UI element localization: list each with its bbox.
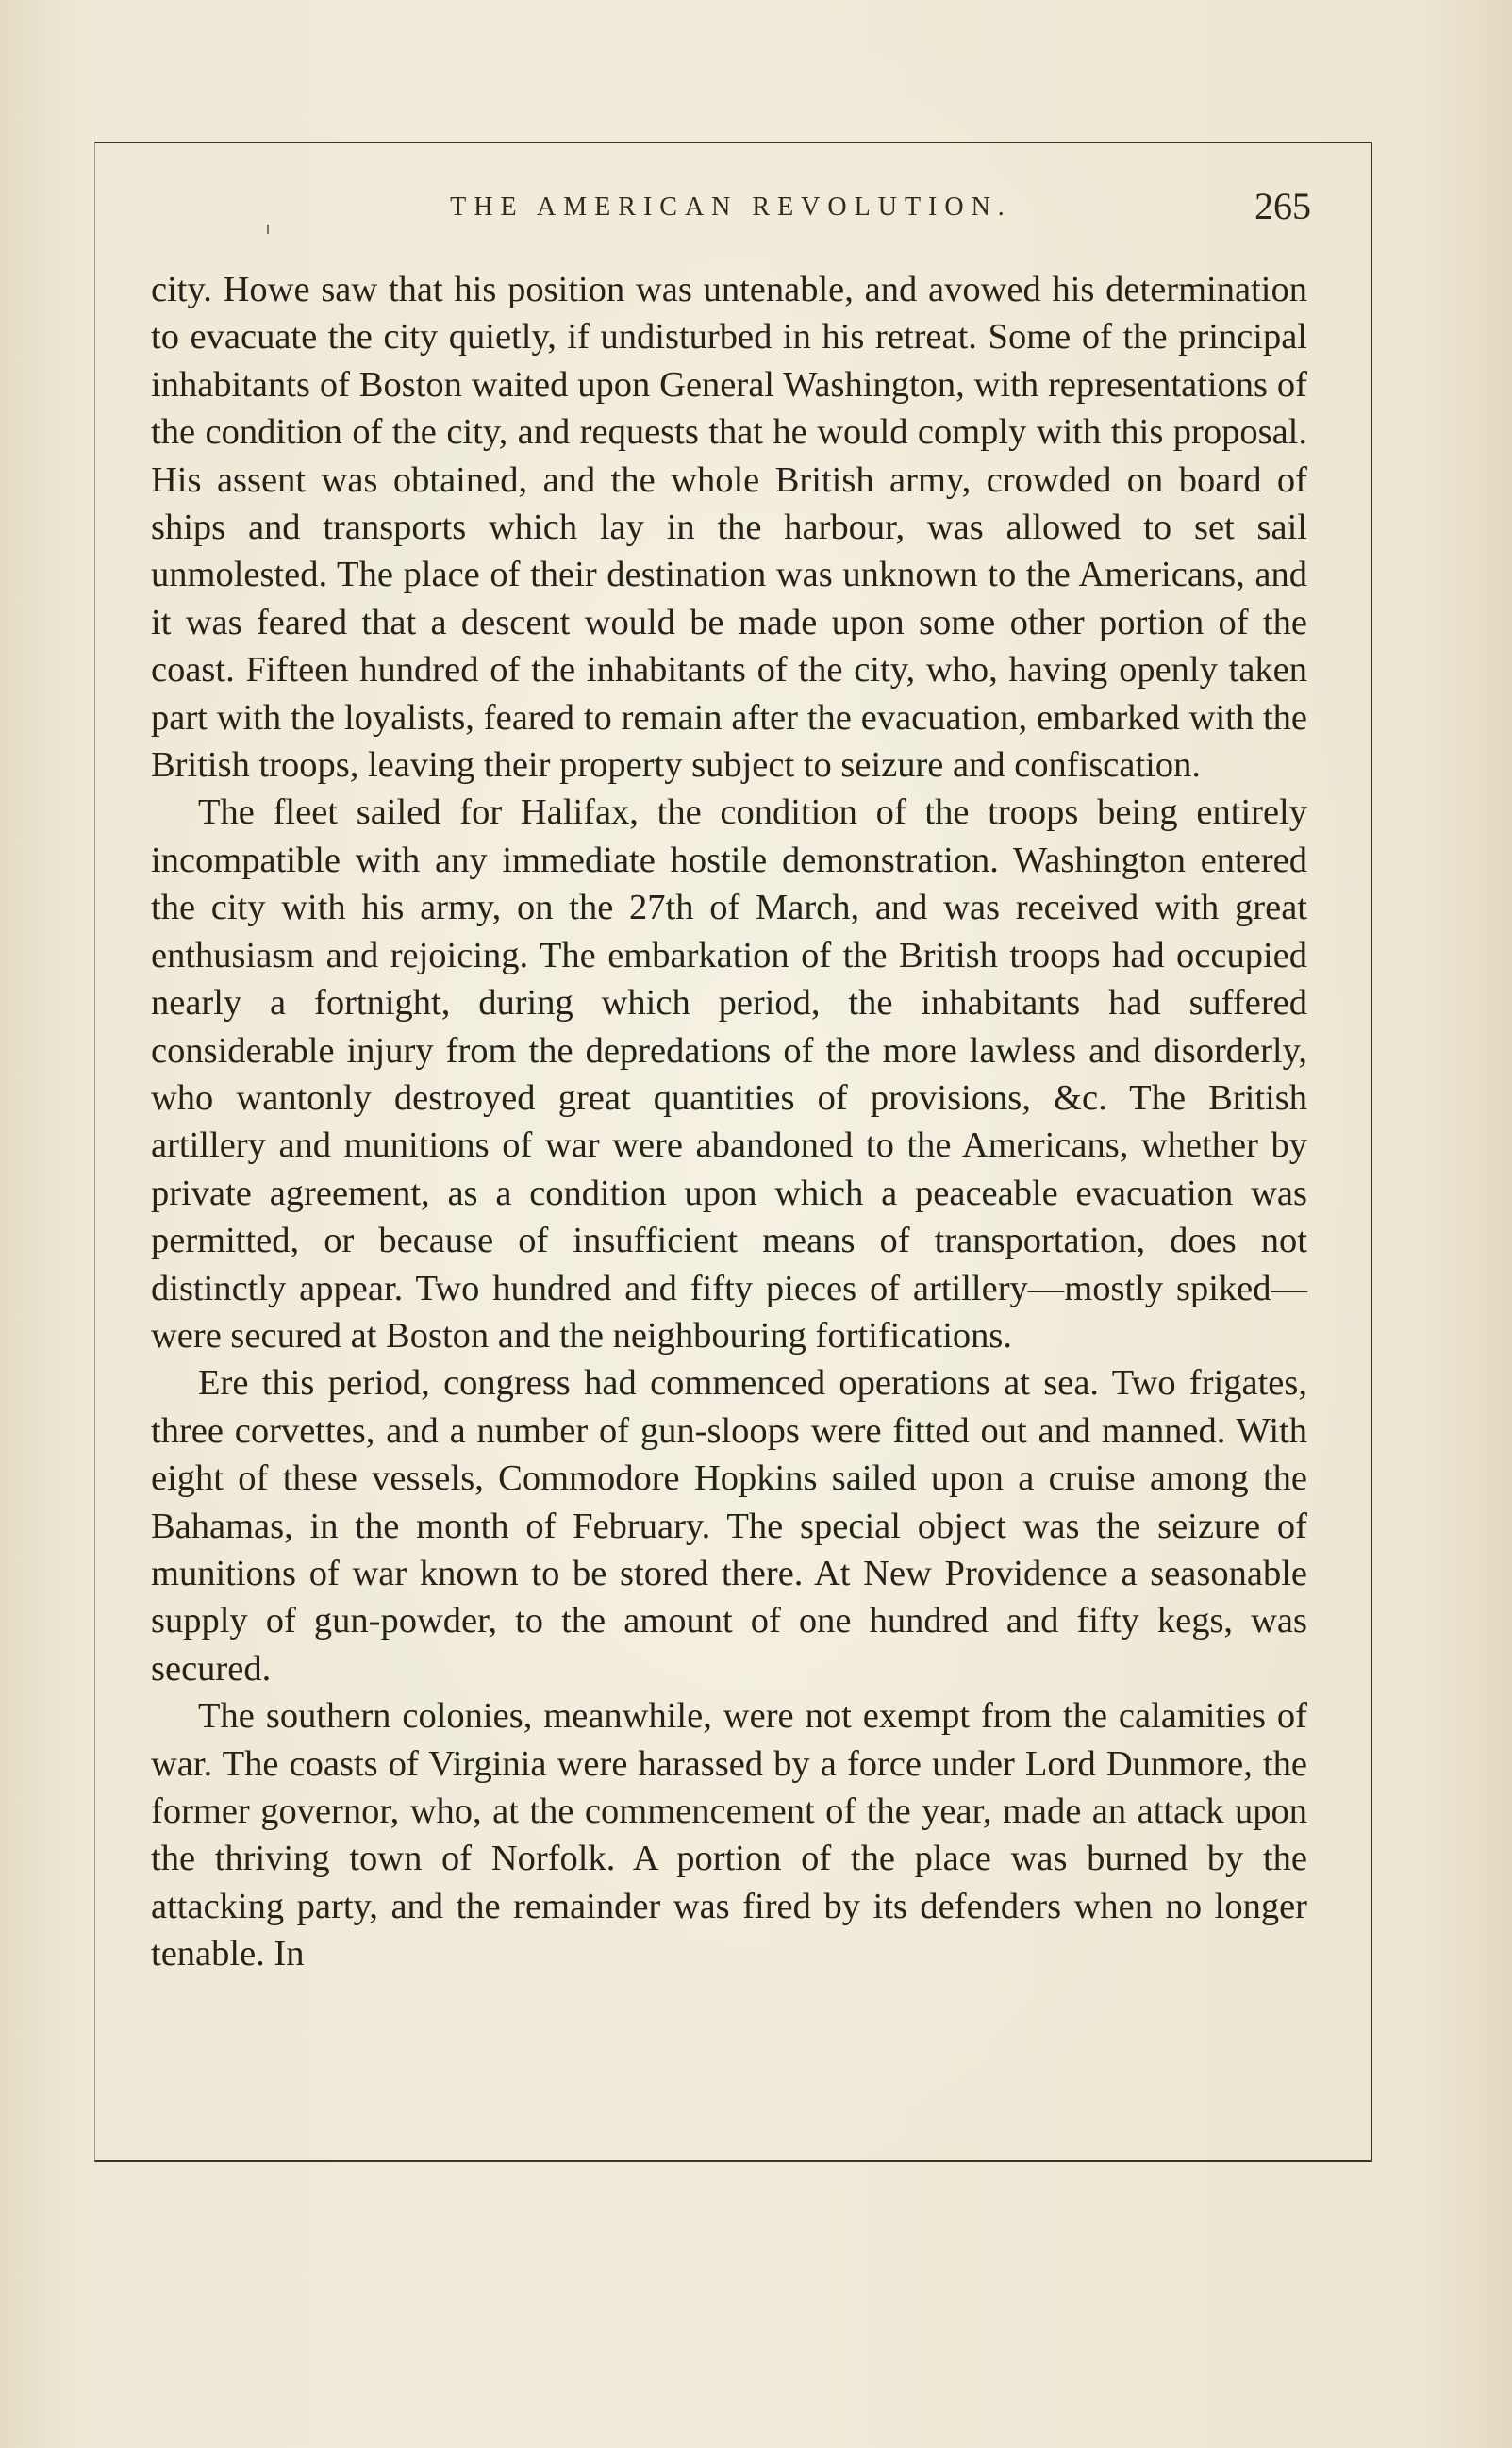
paragraph: city. Howe saw that his position was untenable, and avowed his determination to evacuate the city quietly, if undisturbed in his retreat. Some of the principal inhabitants of Boston waited upon General Washington, with representations of the condition of the city, and requests that he would comply with this proposal. His assent was obtained, and the whole British army, crowded on board of ships and transports which lay in the harbour, was allowed to set sail unmolested. The place of their destination was unknown to the Americans, and it was feared that a descent would be made upon some other portion of the coast. Fifteen hundred of the inhabitants of the city, who, having openly taken part with the loyalists, feared to remain after the evacuation, embarked with the British troops, leaving their property subject to seizure and confiscation. (151, 270, 1307, 786)
body-text (151, 266, 1307, 1978)
running-head-title: THE AMERICAN REVOLUTION. (450, 192, 1012, 222)
paragraph: The fleet sailed for Halifax, the condition of the troops being entirely incompatible with any immediate hostile demonstration. Washington entered the city with his army, on the 27th of March, and was received with great enthusiasm and rejoicing. The embarkation of the British troops had occupied nearly a fortnight, during which period, the inhabitants had suffered considerable injury from the depredations of the more lawless and disorderly, who wantonly destroyed great quantities of provisions, &c. The British artillery and munitions of war were abandoned to the Americans, whether by private agreement, as a condition upon which a peaceable evacuation was permitted, or because of insufficient means of transportation, does not distinctly appear. Two hundred and fifty pieces of artillery—mostly spiked—were secured at Boston and the neighbouring fortifications. (151, 792, 1307, 1356)
paragraph: Ere this period, congress had commenced operations at sea. Two frigates, three corvettes, and a number of gun-sloops were fitted out and manned. With eight of these vessels, Commodore Hopkins sailed upon a cruise among the Bahamas, in the month of February. The special object was the seizure of munitions of war known to be stored there. At New Providence a seasonable supply of gun-powder, to the amount of one hundred and fifty kegs, was secured. (151, 1363, 1307, 1689)
paragraph: The southern colonies, meanwhile, were not exempt from the calamities of war. The coasts of Virginia were harassed by a force under Lord Dunmore, the former governor, who, at the commencement of the year, made an attack upon the thriving town of Norfolk. A portion of the place was burned by the attacking party, and the remainder was fired by its defenders when no longer tenable. In (151, 1696, 1307, 1974)
page-number: 265 (1254, 185, 1311, 227)
running-head (151, 185, 1311, 236)
